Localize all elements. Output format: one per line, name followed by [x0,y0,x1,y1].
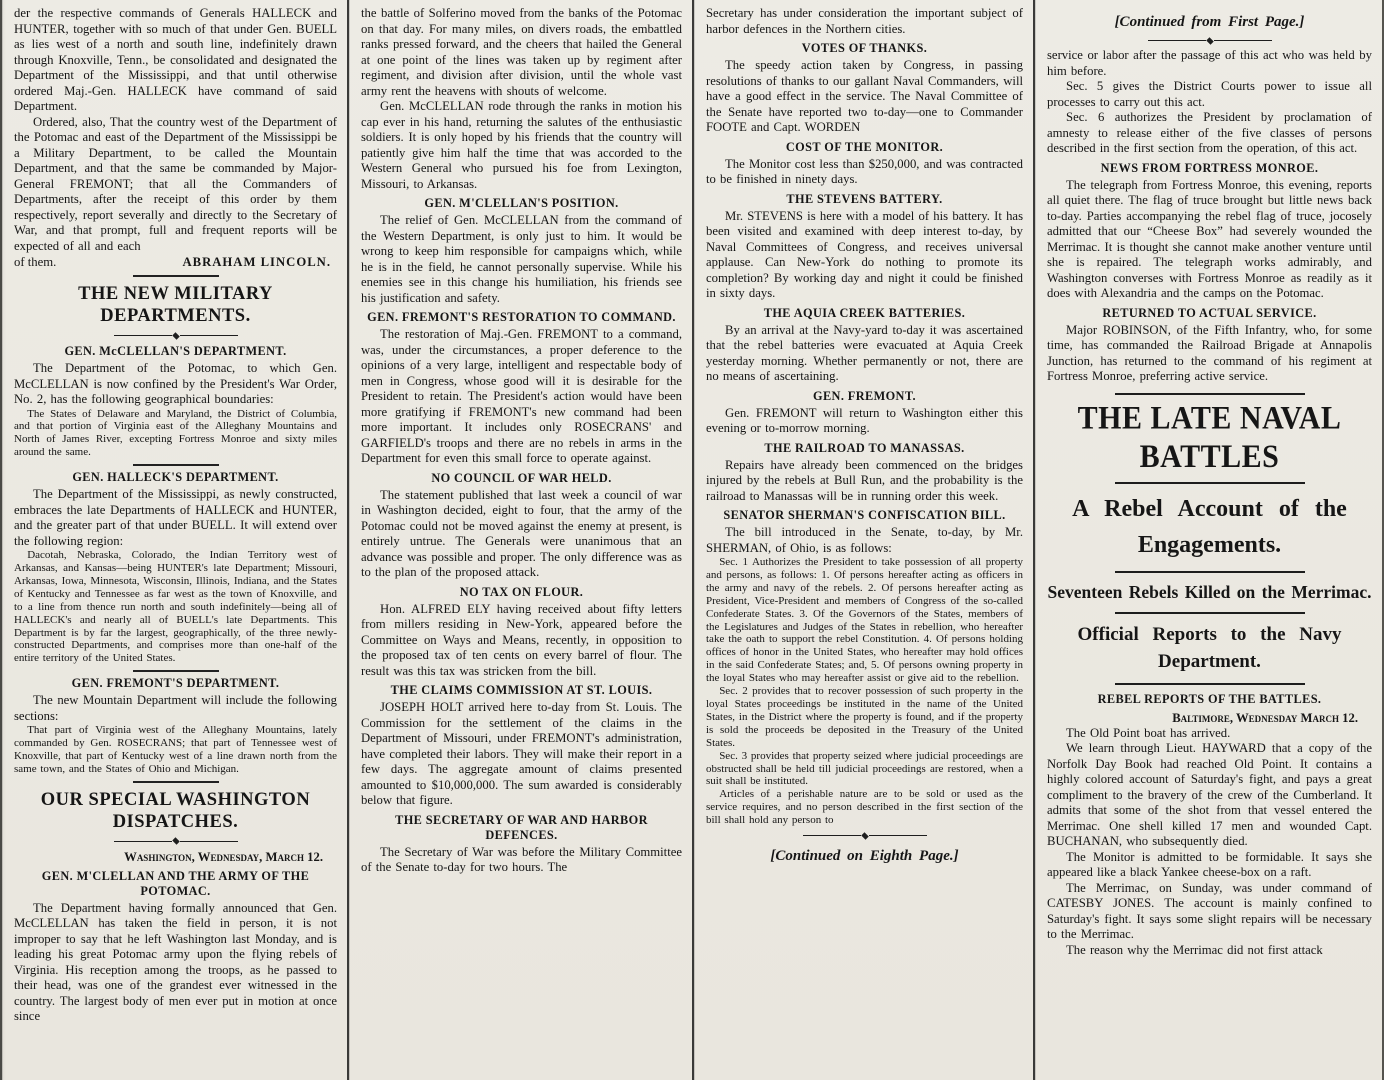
continuation-note: [Continued on Eighth Page.] [770,848,959,865]
section-subheading: NEWS FROM FORTRESS MONROE. [1100,160,1319,175]
article-paragraph: The Merrimac, on Sunday, was under command of CATESBY JONES. The account is mainly confined to Saturday's fight. It says some slight repairs will be necessary to the Merrimac. [1047,880,1372,941]
main-headline: THE LATE NAVAL BATTLES [1077,399,1342,475]
article-paragraph: Ordered, also, That the country west of the Department of the Potomac and east of the Department of the Mississippi be a Military Department, to be called the Mountain Department, and that the same be commanded by Major-General FREMONT; that all the Commanders of Departments, after the receipt of this order by them respectively, report severally and directly to the Secretary of War, and that prompt, full and frequent reports will be expected of all and each [14,114,337,253]
signature-name: ABRAHAM LINCOLN. [182,255,331,269]
section-subheading: GEN. HALLECK'S DEPARTMENT. [72,470,279,485]
newspaper-column-2 [347,0,692,1080]
newspaper-column-4 [1033,0,1384,1080]
divider-diamond-rule [14,331,337,340]
section-subheading: REBEL REPORTS OF THE BATTLES. [1097,691,1322,706]
article-paragraph: Major ROBINSON, of the Fifth Infantry, who, for some time, has commanded the Railroad Brigade at Annapolis Junction, has returned to the command of his regiment at Fortress Monroe, preferring active service. [1047,322,1372,383]
divider-rule [133,781,219,783]
divider-rule [133,275,219,277]
diamond-ornament [172,332,179,339]
article-paragraph: The Monitor cost less than $250,000, and was contracted to be finished in ninety days. [706,156,1023,186]
section-subheading: SENATOR SHERMAN'S CONFISCATION BILL. [723,508,1006,522]
article-paragraph: the battle of Solferino moved from the banks of the Potomac on that day. For many miles, on divers roads, the embattled ranks pressed forward, and the cheers that hailed the General at one point of the lines was taken up by regiment after regiment, and division after division, until the whole vast army rent the heavens with shouts of welcome. [361,6,682,98]
fine-print-paragraph: Dacotah, Nebraska, Colorado, the Indian Territory west of Arkansas, and Kansas—being HUNTER's late Department; Missouri, Arkansas, Iowa, Minnesota, Wisconsin, Illinois, Indiana, and the States of Kentucky and Tennessee as far west as the town of Knoxville, and to a line from thence run north and south indefinitely—being all of HALLECK's and nearly all of BUELL's late Departments. This Department is by far the largest, geographically, of the three newly-constructed Departments, and comprises more than one-half of the entire territory of the United States. [14,549,337,665]
article-paragraph: The reason why the Merrimac did not first attack [1066,942,1323,957]
article-paragraph: Gen. McCLELLAN rode through the ranks in motion his cap ever in his hand, returning the salutes of the enthusiastic soldiers. It is only hoped by his friends that the country will patiently give him half the time that was accorded to the Western General who pursued his foe from Lexington, Missouri, to Arkansas. [361,99,682,191]
paragraph-end-text: of them. [14,255,57,269]
dateline: Baltimore, Wednesday March 12. [1172,710,1358,725]
section-subheading: GEN. McCLELLAN'S DEPARTMENT. [64,344,287,358]
divider-rule [133,464,219,466]
article-paragraph: The restoration of Maj.-Gen. FREMONT to a command, was, under the circumstances, a proper deference to the opinions of a very large, intelligent and respectable body of men in Congress, whose good will it is desirable for the President to retain. The President's action would have been more gratifying if FREMONT's new command had been more important. It includes only ROSECRANS' and GARFIELD's troops and there are no rebels in arms in the Department for even this small force to operate against. [361,327,682,465]
rule-segment [180,335,238,336]
signature-line [14,254,337,270]
article-paragraph: Hon. ALFRED ELY having received about fifty letters from millers residing in New-York, appeared before the Committee on Ways and Means, recently, in opposition to the proposed tax of ten cents on every barrel of flour. The result was this tax was stricken from the bill. [361,601,682,678]
dateline: Washington, Wednesday, March 12. [124,849,323,864]
article-paragraph: Sec. 5 gives the District Courts power to issue all processes to carry out this act. [1047,79,1372,109]
section-subheading: GEN. M'CLELLAN'S POSITION. [424,196,619,210]
divider-diamond-rule [706,831,1023,840]
article-paragraph: By an arrival at the Navy-yard to-day it was ascertained that the rebel batteries were evacuated at Aquia Creek yesterday morning. Whether permanently or not, there are no means of ascertaining. [706,322,1023,383]
article-paragraph: der the respective commands of Generals HALLECK and HUNTER, together with so much of that under Gen. BUELL as lies west of a north and south line, indefinitely drawn through Knoxville, Tenn., be consolidated and designated the Department of the Mississippi, and that until otherwise ordered Maj.-Gen. HALLECK have command of said Department. [14,6,337,113]
section-subheading: NO TAX ON FLOUR. [459,584,584,599]
divider-rule [133,670,219,672]
rule-segment [869,835,927,836]
section-subheading: THE SECRETARY OF WAR AND HARBOR DEFENCES. [395,812,648,842]
rule-segment [114,841,172,842]
diamond-ornament [861,832,868,839]
section-subheading: GEN. FREMONT'S RESTORATION TO COMMAND. [367,310,676,324]
article-heading: OUR SPECIAL WASHINGTON DISPATCHES. [40,789,311,832]
section-subheading: THE STEVENS BATTERY. [786,191,943,206]
fine-print-paragraph: Sec. 1 Authorizes the President to take possession of all property and persons, as follows: 1. Of persons hereafter acting as officers in the army and navy of the rebels. 2. Of persons hereafter acting as President, Vice-President and members of Congress of the so-called Confederate States. 3. Of the Governors of the States, members of the Legislatures and Judges of the States in rebellion, who hereafter take the oath to support the rebel Constitution. 4. Of persons holding offices of honor in the United States, who hereafter may hold offices in the said Confederate States; and, 5. Of persons owning property in the loyal States who may hereafter assist or give aid to the rebellion. [706,556,1023,685]
article-paragraph: Repairs have already been commenced on the bridges injured by the rebels at Bull Run, and the probability is the railroad to Manassas will be in running order this week. [706,457,1023,503]
article-paragraph: The Monitor is admitted to be formidable. It says she appeared like a black Yankee cheese-box on a raft. [1047,849,1372,879]
newspaper-column-3 [692,0,1033,1080]
article-paragraph: Sec. 6 authorizes the President by proclamation of amnesty to release either of the five classes of persons described in the first section from the operation, of this act. [1047,110,1372,155]
diamond-ornament [1206,37,1213,44]
divider-rule [1115,571,1305,573]
fine-print-paragraph: Articles of a perishable nature are to be sold or used as the service requires, and no person described in the first section of the bill shall hold any person to [706,788,1023,827]
section-subheading: THE RAILROAD TO MANASSAS. [764,440,965,455]
article-paragraph: Secretary has under consideration the important subject of harbor defences in the Northern cities. [706,6,1023,36]
section-subheading: RETURNED TO ACTUAL SERVICE. [1102,305,1317,320]
article-paragraph: The bill introduced in the Senate, to-day, by Mr. SHERMAN, of Ohio, is as follows: [706,525,1023,555]
article-paragraph: Gen. FREMONT will return to Washington either this evening or to-morrow morning. [706,405,1023,435]
section-subheading: THE AQUIA CREEK BATTERIES. [763,305,966,320]
article-paragraph: JOSEPH HOLT arrived here to-day from St. Louis. The Commission for the settlement of the claims in the Department of Missouri, under FREMONT's administration, have completed their labors. They will make their report in a few days. The aggregate amount of claims presented amounted to $10,000,000. The sum awarded is considerably below that figure. [361,700,682,807]
divider-rule [1115,393,1305,395]
deck-headline: Official Reports to the Navy Department. [1077,623,1342,672]
rule-segment [180,841,238,842]
rule-segment [114,335,172,336]
fine-print-paragraph: That part of Virginia west of the Alleghany Mountains, lately commanded by Gen. ROSECRANS; that part of Tennessee west of Knoxville, that part of Kentucky west of a line drawn north from the same town, and the States of Ohio and Michigan. [14,724,337,775]
article-paragraph: The Department of the Mississippi, as newly constructed, embraces the late Departments of HALLECK and HUNTER, and the greater part of that under BUELL. It will extend over the following region: [14,487,337,548]
section-subheading: COST OF THE MONITOR. [785,139,944,154]
article-paragraph: The speedy action taken by Congress, in passing resolutions of thanks to our gallant Naval Commanders, will have a good effect in the service. The Naval Committee of the Senate have reported two to-day—one to Commander FOOTE and Capt. WORDEN [706,58,1023,134]
deck-headline: A Rebel Account of the Engagements. [1072,495,1347,558]
article-paragraph: service or labor after the passage of this act who was held by him before. [1047,48,1372,78]
section-subheading: NO COUNCIL OF WAR HELD. [431,470,612,485]
section-subheading: GEN. M'CLELLAN AND THE ARMY OF THE POTOMAC. [41,868,310,898]
article-paragraph: Mr. STEVENS is here with a model of his battery. It has been visited and examined with deep interest to-day, by Naval Committees of Congress, and receives universal applause. Can New-York do nothing to promote its completion? By working day and night it could be finished in sixty days. [706,208,1023,300]
diamond-ornament [172,838,179,845]
article-paragraph: The Old Point boat has arrived. [1066,725,1231,740]
article-heading: THE NEW MILITARY DEPARTMENTS. [78,284,273,326]
newspaper-column-1 [0,0,347,1080]
rule-segment [1148,40,1206,41]
article-paragraph: The Secretary of War was before the Military Committee of the Senate to-day for two hours. The [361,844,682,874]
section-subheading: VOTES OF THANKS. [801,41,928,55]
article-paragraph: The telegraph from Fortress Monroe, this evening, reports all quiet there. The flag of truce brought but little news back to-day. Parties accompanying the rebel flag of truce, jocosely admitted that our “Cheese Box” had severely wounded the Merrimac. It is thought she cannot make another venture until she is repaired. The telegraph works admirably, and Washington converses with Fortress Monroe as readily as it does with Alexandria and the camps on the Potomac. [1047,177,1372,300]
divider-diamond-rule [14,837,337,846]
fine-print-paragraph: Sec. 2 provides that to recover possession of such property in the loyal States proceedings be instituted in the name of the United States, in the District where the property is found, and if the property is sold the proceeds be deposited in the Treasury of the United States. [706,685,1023,749]
deck-headline: Seventeen Rebels Killed on the Merrimac. [1047,581,1372,602]
divider-diamond-rule [1047,36,1372,45]
article-paragraph: The Department of the Potomac, to which Gen. McCLELLAN is now confined by the President's War Order, No. 2, has the following geographical boundaries: [14,361,337,406]
continuation-note: [Continued from First Page.] [1114,14,1305,30]
article-paragraph: The relief of Gen. McCLELLAN from the command of the Western Department, is only just to him. It would be wrong to keep him responsible for campaigns which, while he is in the field, he cannot personally supervise. While his enemies see in this change his humiliation, his friends see his justification and safety. [361,213,682,305]
section-subheading: GEN. FREMONT. [812,388,916,403]
divider-rule [1115,612,1305,614]
article-paragraph: The statement published that last week a council of war in Washington decided, eight to four, that the army of the Potomac could not be moved against the enemy at present, is entirely untrue. The Generals were unanimous that an advance was possible and proper. The only difference was as to the plan of the proposed attack. [361,487,682,579]
rule-segment [803,835,861,836]
article-paragraph: The new Mountain Department will include the following sections: [14,693,337,723]
article-paragraph: We learn through Lieut. HAYWARD that a copy of the Norfolk Day Book had reached Old Point. It contains a highly colored account of Saturday's fight, and pays a great compliment to the bravery of the crew of the Cumberland. It admits that some of the shot from that vessel entered the Merrimac. One shell killed 17 men and wounded Capt. BUCHANAN, who subsequently died. [1047,741,1372,848]
article-paragraph: The Department having formally announced that Gen. McCLELLAN has taken the field in person, it is not improper to say that he left Washington last Monday, and is leading his great Potomac army upon the flying rebels of Virginia. His reception among the troops, as he passed to their head, was one of the grandest ever witnessed in the country. The largest body of men ever put in motion at once since [14,900,337,1024]
divider-rule [1115,683,1305,685]
rule-segment [1214,40,1272,41]
fine-print-paragraph: The States of Delaware and Maryland, the District of Columbia, and that portion of Virginia east of the Alleghany Mountains and North of James River, excepting Fortress Monroe and sixty miles around the same. [14,407,337,459]
section-subheading: THE CLAIMS COMMISSION AT ST. LOUIS. [390,683,653,697]
section-subheading: GEN. FREMONT'S DEPARTMENT. [71,676,280,691]
fine-print-paragraph: Sec. 3 provides that property seized where judicial proceedings are obstructed shall be held till judicial proceedings are restored, when a suit shall be instituted. [706,749,1023,788]
divider-rule [1115,482,1305,484]
